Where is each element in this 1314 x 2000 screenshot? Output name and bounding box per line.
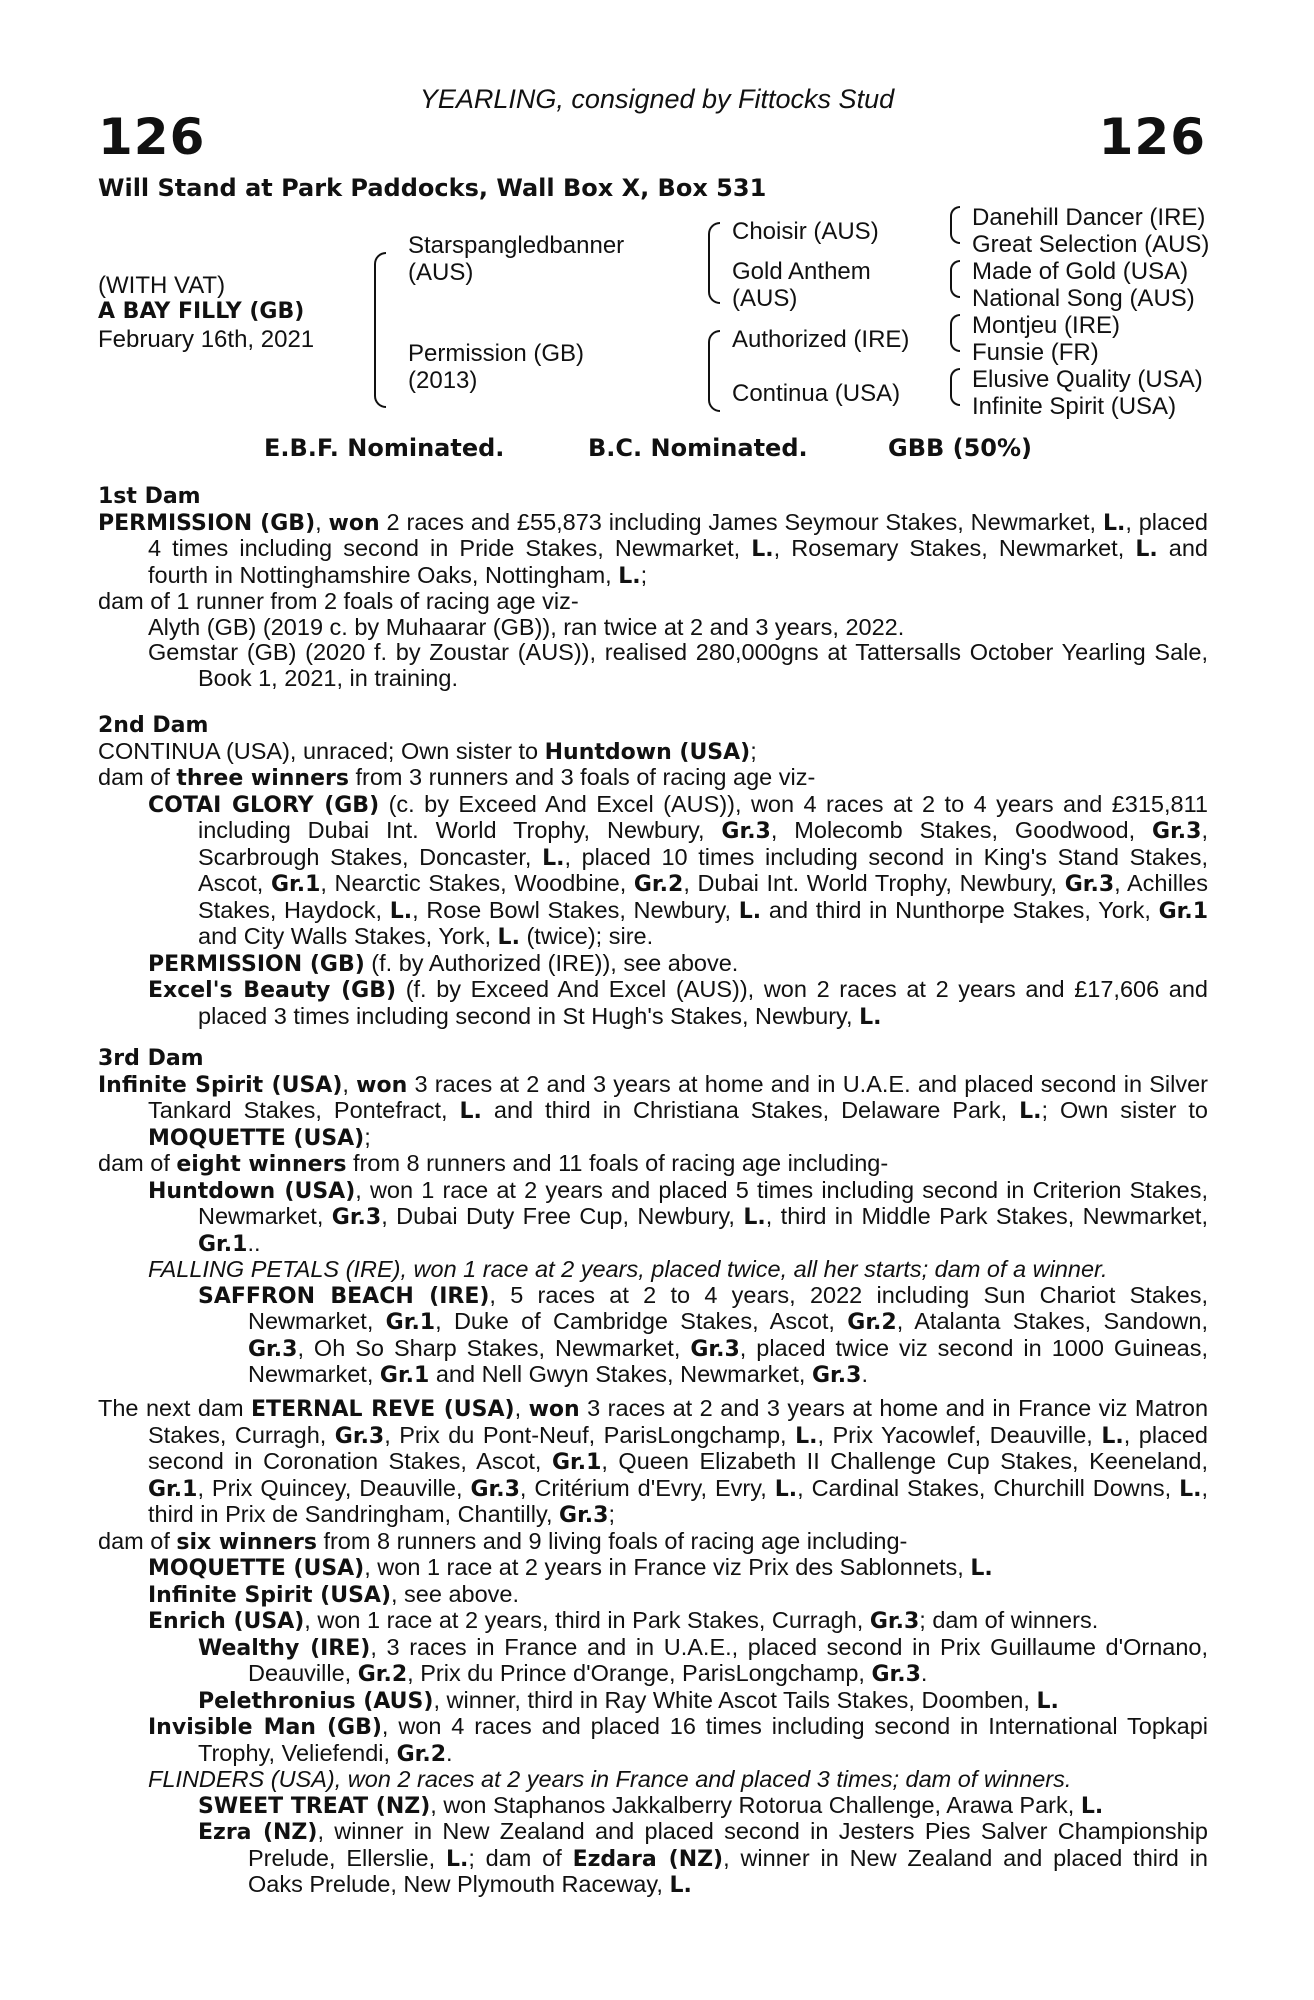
next-dam-section	[98, 1396, 1208, 1899]
dam: Permission (GB) (2013)	[408, 340, 585, 394]
dam-dam: Continua (USA)	[732, 380, 901, 407]
dam-sire: Authorized (IRE)	[732, 326, 910, 353]
sire-dam: Gold Anthem (AUS)	[732, 258, 871, 312]
brace	[708, 222, 720, 304]
progeny-entry: Invisible Man (GB), won 4 races and placed 16 times including second in International Topkapi Trophy, Veliefendi, Gr.2.	[148, 1713, 1209, 1767]
dam-record: PERMISSION (GB), won 2 races and £55,873 including James Seymour Stakes, Newmarket, L., placed 4 times including second in Pride Stakes, Newmarket, L., Rosemary Stakes, Newmarket, L. and fourth in Nottinghamshire Oaks, Nottingham, L.;	[98, 508, 1208, 589]
stable-location: Will Stand at Park Paddocks, Wall Box X, Box 531	[98, 174, 767, 202]
dam-sire-sire: Montjeu (IRE)	[972, 312, 1121, 339]
progeny-entry: Gemstar (GB) (2020 f. by Zoustar (AUS)), realised 280,000gns at Tattersalls October Yearling Sale, Book 1, 2021, in training.	[148, 639, 1208, 691]
grand-progeny-entry: SWEET TREAT (NZ), won Staphanos Jakkalberry Rotorua Challenge, Arawa Park, L.	[198, 1791, 1104, 1819]
progeny-entry: Infinite Spirit (USA), see above.	[148, 1580, 520, 1608]
third-dam-section	[98, 1046, 1208, 1389]
gbb-status: GBB (50%)	[888, 434, 1033, 462]
lot-number-left: 126	[98, 108, 206, 166]
grand-progeny-entry: Wealthy (IRE), 3 races in France and in U.A.E., placed second in Prix Guillaume d'Ornano, Deauville, Gr.2, Prix du Prince d'Orange, ParisLongchamp, Gr.3.	[198, 1633, 1209, 1687]
progeny-entry: MOQUETTE (USA), won 1 race at 2 years in France viz Prix des Sablonnets, L.	[148, 1554, 993, 1581]
section-heading: 1st Dam	[98, 484, 201, 509]
sire-sire-sire: Danehill Dancer (IRE)	[972, 204, 1206, 231]
progeny-entry: PERMISSION (GB) (f. by Authorized (IRE)), see above.	[148, 949, 739, 977]
brace	[708, 330, 720, 412]
first-dam-section	[98, 484, 1208, 691]
grand-progeny-entry: SAFFRON BEACH (IRE), 5 races at 2 to 4 years, 2022 including Sun Chariot Stakes, Newmarket, Gr.1, Duke of Cambridge Stakes, Ascot, Gr.2, Atalanta Stakes, Sandown, Gr.3, Oh So Sharp Stakes, Newmarket, Gr.3, placed twice viz second in 1000 Guineas, Newmarket, Gr.1 and Nell Gwyn Stakes, Newmarket, Gr.3.	[198, 1281, 1209, 1388]
produce-summary: dam of eight winners from 8 runners and 11 foals of racing age including-	[98, 1150, 889, 1177]
brace	[950, 314, 960, 352]
progeny-entry: FALLING PETALS (IRE), won 1 race at 2 years, placed twice, all her starts; dam of a winner.	[148, 1256, 1108, 1282]
sire-sire-dam: Great Selection (AUS)	[972, 231, 1210, 258]
bc-nomination: B.C. Nominated.	[588, 434, 808, 462]
catalogue-subtitle: YEARLING, consigned by Fittocks Stud	[419, 84, 895, 114]
produce-summary: dam of three winners from 3 runners and 3 foals of racing age viz-	[98, 764, 816, 791]
ebf-nomination: E.B.F. Nominated.	[264, 434, 505, 462]
brace	[950, 206, 960, 244]
progeny-entry: Excel's Beauty (GB) (f. by Exceed And Excel (AUS)), won 2 races at 2 years and £17,606 and placed 3 times including second in St Hugh's Stakes, Newbury, L.	[148, 976, 1208, 1030]
grand-progeny-entry: Ezra (NZ), winner in New Zealand and placed second in Jesters Pies Salver Championship Prelude, Ellerslie, L.; dam of Ezdara (NZ), winner in New Zealand and placed third in Oaks Prelude, New Plymouth Raceway, L.	[198, 1818, 1208, 1898]
sire-dam-sire: Made of Gold (USA)	[972, 258, 1189, 285]
section-heading: 2nd Dam	[98, 713, 209, 738]
produce-summary: dam of six winners from 8 runners and 9 living foals of racing age including-	[98, 1527, 908, 1555]
dam-record: Infinite Spirit (USA), won 3 races at 2 and 3 years at home and in U.A.E. and placed second in Silver Tankard Stakes, Pontefract, L. and third in Christiana Stakes, Delaware Park, L.; Own sister to MOQUETTE (USA);	[98, 1070, 1208, 1151]
produce-summary: dam of 1 runner from 2 foals of racing age viz-	[98, 588, 579, 614]
horse-name: A BAY FILLY (GB)	[98, 299, 305, 324]
dam-dam-sire: Elusive Quality (USA)	[972, 366, 1203, 393]
brace	[374, 252, 386, 408]
section-heading: 3rd Dam	[98, 1046, 204, 1071]
progeny-entry: Enrich (USA), won 1 race at 2 years, third in Park Stakes, Curragh, Gr.3; dam of winners.	[148, 1607, 1099, 1634]
sire-dam-dam: National Song (AUS)	[972, 285, 1195, 312]
lot-number-right: 126	[1098, 108, 1206, 166]
second-dam-section	[98, 713, 1208, 1030]
grand-progeny-entry: Pelethronius (AUS), winner, third in Ray White Ascot Tails Stakes, Doomben, L.	[198, 1686, 1059, 1714]
dam-record: CONTINUA (USA), unraced; Own sister to Huntdown (USA);	[98, 737, 757, 765]
brace	[950, 368, 960, 406]
vat-note: (WITH VAT)	[98, 272, 226, 299]
sire: Starspangledbanner (AUS)	[408, 232, 625, 286]
brace	[950, 260, 960, 298]
sire-sire: Choisir (AUS)	[732, 218, 879, 245]
dam-dam-dam: Infinite Spirit (USA)	[972, 393, 1177, 420]
dam-sire-dam: Funsie (FR)	[972, 339, 1099, 366]
progeny-entry: Huntdown (USA), won 1 race at 2 years and placed 5 times including second in Criterion Stakes, Newmarket, Gr.3, Dubai Duty Free Cup, Newbury, L., third in Middle Park Stakes, Newmarket, Gr.1..	[148, 1176, 1208, 1257]
progeny-entry: COTAI GLORY (GB) (c. by Exceed And Excel (AUS)), won 4 races at 2 to 4 years and £315,811 including Dubai Int. World Trophy, Newbury, Gr.3, Molecomb Stakes, Goodwood, Gr.3, Scarbrough Stakes, Doncaster, L., placed 10 times including second in King's Stand Stakes, Ascot, Gr.1, Nearctic Stakes, Woodbine, Gr.2, Dubai Int. World Trophy, Newbury, Gr.3, Achilles Stakes, Haydock, L., Rose Bowl Stakes, Newbury, L. and third in Nunthorpe Stakes, York, Gr.1 and City Walls Stakes, York, L. (twice); sire.	[148, 790, 1209, 950]
dam-record: The next dam ETERNAL REVE (USA), won 3 races at 2 and 3 years at home and in France viz Matron Stakes, Curragh, Gr.3, Prix du Pont-Neuf, ParisLongchamp, L., Prix Yacowlef, Deauville, L., placed second in Coronation Stakes, Ascot, Gr.1, Queen Elizabeth II Challenge Cup Stakes, Keeneland, Gr.1, Prix Quincey, Deauville, Gr.3, Critérium d'Evry, Evry, L., Cardinal Stakes, Churchill Downs, L., third in Prix de Sandringham, Chantilly, Gr.3;	[98, 1395, 1209, 1528]
foaling-date: February 16th, 2021	[98, 326, 315, 353]
progeny-entry: FLINDERS (USA), won 2 races at 2 years in France and placed 3 times; dam of winners.	[148, 1766, 1072, 1792]
progeny-entry: Alyth (GB) (2019 c. by Muhaarar (GB)), ran twice at 2 and 3 years, 2022.	[148, 613, 905, 640]
